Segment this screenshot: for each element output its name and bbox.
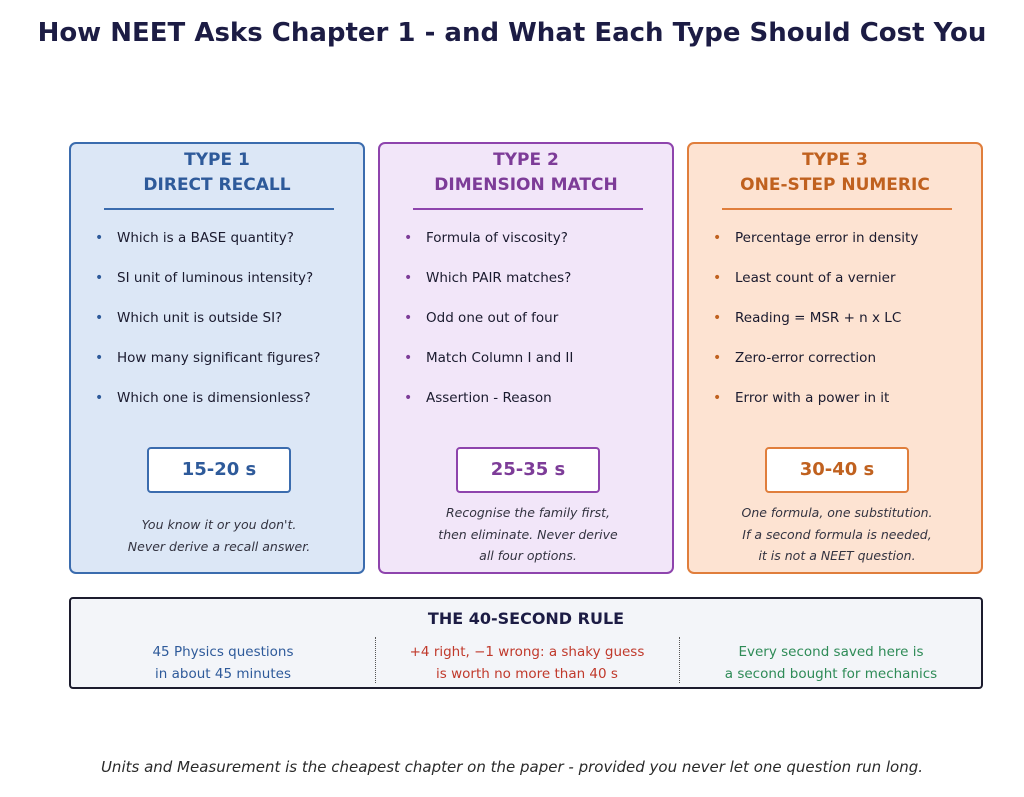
card-note: You know it or you don't. Never derive a recall answer. [127, 517, 311, 554]
bullet-icon: • [713, 350, 722, 366]
bullet-icon: • [95, 350, 104, 366]
time-budget-badge: 15-20 s [147, 447, 291, 493]
rule-right-column: Every second saved here is a second bought for mechanics [724, 644, 938, 682]
card-type-name: DIMENSION MATCH [434, 175, 618, 195]
forty-second-rule-box [69, 597, 983, 689]
rule-separator [375, 637, 376, 683]
card-divider [104, 208, 334, 210]
bullet-icon: • [404, 350, 413, 366]
list-item: • Formula of viscosity? [404, 230, 568, 246]
list-item: • Which one is dimensionless? [95, 390, 311, 406]
card-heading [71, 148, 363, 198]
question-list [404, 228, 573, 428]
list-item: • Odd one out of four [404, 310, 559, 326]
time-budget-badge: 30-40 s [765, 447, 909, 493]
bullet-icon: • [404, 230, 413, 246]
type-2-card [378, 142, 674, 574]
list-item: • Least count of a vernier [713, 270, 896, 286]
bullet-icon: • [713, 230, 722, 246]
list-item: • Which is a BASE quantity? [95, 230, 294, 246]
card-heading [380, 148, 672, 198]
question-list [713, 228, 918, 428]
bullet-icon: • [713, 270, 722, 286]
bullet-icon: • [404, 310, 413, 326]
question-list [95, 228, 320, 428]
rule-left-column: 45 Physics questions in about 45 minutes [152, 644, 294, 682]
card-type-label: TYPE 2 [493, 150, 559, 170]
list-item: • Percentage error in density [713, 230, 919, 246]
list-item: • Assertion - Reason [404, 390, 552, 406]
card-type-label: TYPE 3 [802, 150, 868, 170]
rule-title: THE 40-SECOND RULE [427, 609, 625, 628]
list-item: • Which unit is outside SI? [95, 310, 283, 326]
card-type-label: TYPE 1 [184, 150, 250, 170]
rule-separator [679, 637, 680, 683]
page-title: How NEET Asks Chapter 1 - and What Each Type Should Cost You [37, 18, 987, 48]
list-item: • How many significant figures? [95, 350, 321, 366]
card-heading [689, 148, 981, 198]
list-item: • Error with a power in it [713, 390, 890, 406]
list-item: • Zero-error correction [713, 350, 876, 366]
card-note: One formula, one substitution. If a second formula is needed, it is not a NEET question. [741, 505, 933, 563]
bullet-icon: • [95, 270, 104, 286]
type-1-card [69, 142, 365, 574]
list-item: • SI unit of luminous intensity? [95, 270, 314, 286]
list-item: • Reading = MSR + n x LC [713, 310, 902, 326]
card-note: Recognise the family first, then eliminate. Never derive all four options. [438, 505, 618, 563]
bullet-icon: • [713, 310, 722, 326]
card-type-name: ONE-STEP NUMERIC [740, 175, 930, 195]
bullet-icon: • [95, 390, 104, 406]
card-type-name: DIRECT RECALL [143, 175, 291, 195]
bullet-icon: • [95, 310, 104, 326]
list-item: • Match Column I and II [404, 350, 574, 366]
footer-caption: Units and Measurement is the cheapest chapter on the paper - provided you never let one question run long. [100, 758, 924, 776]
card-divider [413, 208, 643, 210]
list-item: • Which PAIR matches? [404, 270, 572, 286]
bullet-icon: • [713, 390, 722, 406]
card-divider [722, 208, 952, 210]
bullet-icon: • [404, 270, 413, 286]
bullet-icon: • [95, 230, 104, 246]
time-budget-badge: 25-35 s [456, 447, 600, 493]
rule-middle-column: +4 right, −1 wrong: a shaky guess is worth no more than 40 s [409, 644, 645, 682]
type-3-card [687, 142, 983, 574]
bullet-icon: • [404, 390, 413, 406]
